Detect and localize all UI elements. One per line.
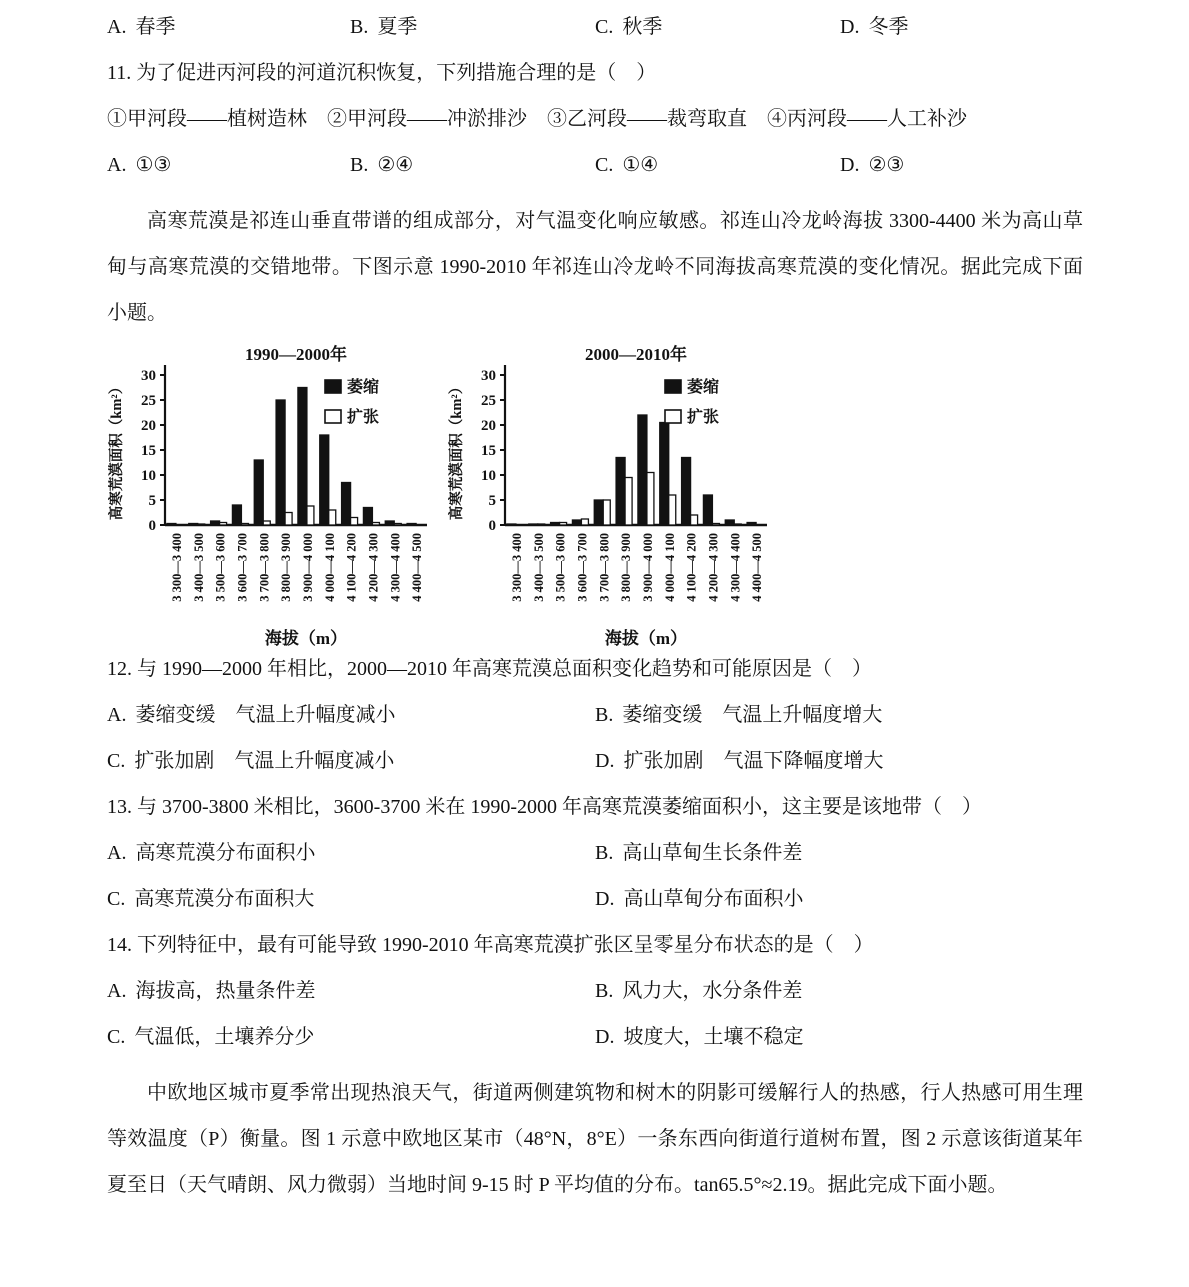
svg-text:3 700—3 800: 3 700—3 800: [597, 533, 612, 602]
option-text: ②③: [868, 154, 905, 176]
svg-text:20: 20: [481, 418, 496, 434]
option-c: [595, 152, 840, 178]
svg-text:15: 15: [481, 443, 496, 459]
option-d: [595, 1024, 1083, 1050]
option-key: B.: [595, 704, 614, 726]
bar-chart-svg: [447, 340, 777, 650]
svg-text:4 000—4 100: 4 000—4 100: [322, 533, 337, 602]
option-key: B.: [350, 154, 369, 176]
option-a: [107, 152, 350, 178]
option-text: 扩张加剧 气温上升幅度减小: [134, 750, 395, 772]
option-a: [107, 14, 350, 40]
option-key: D.: [595, 750, 615, 772]
option-text: 秋季: [622, 16, 663, 38]
option-key: C.: [595, 16, 614, 38]
svg-text:高寒荒漠面积（km²）: 高寒荒漠面积（km²）: [449, 379, 465, 521]
passage-alpine-desert: 高寒荒漠是祁连山垂直带谱的组成部分，对气温变化响应敏感。祁连山冷龙岭海拔 3300-4400 米为高山草甸与高寒荒漠的交错地带。下图示意 1990-2010 年祁连山冷龙岭不同海拔高寒荒漠的变化情况。据此完成下面小题。: [107, 210, 1083, 324]
svg-text:3 500—3 600: 3 500—3 600: [553, 533, 568, 602]
svg-text:3 300—3 400: 3 300—3 400: [169, 533, 184, 602]
svg-text:扩张: 扩张: [347, 409, 380, 426]
svg-text:海拔（m）: 海拔（m）: [264, 629, 348, 648]
question-11-stem: 11. 为了促进丙河段的河道沉积恢复，下列措施合理的是（ ）: [107, 62, 657, 84]
question-14-options-ab: [107, 978, 1083, 1004]
option-key: C.: [595, 154, 614, 176]
svg-text:3 400—3 500: 3 400—3 500: [531, 533, 546, 602]
svg-text:15: 15: [141, 443, 156, 459]
svg-text:25: 25: [481, 393, 496, 409]
option-text: 冬季: [868, 16, 909, 38]
svg-text:10: 10: [481, 468, 496, 484]
option-key: A.: [107, 842, 127, 864]
option-text: 风力大，水分条件差: [622, 980, 803, 1002]
question-12-stem: 12. 与 1990—2000 年相比，2000—2010 年高寒荒漠总面积变化趋势和可能原因是（ ）: [107, 658, 872, 680]
svg-text:0: 0: [488, 518, 496, 534]
question-11-items: ①甲河段——植树造林 ②甲河段——冲淤排沙 ③乙河段——裁弯取直 ④丙河段——人工补沙: [107, 108, 967, 130]
option-key: D.: [840, 154, 860, 176]
option-text: 萎缩变缓 气温上升幅度增大: [622, 704, 883, 726]
svg-text:5: 5: [148, 493, 156, 509]
option-c: [107, 1024, 595, 1050]
svg-text:3 900—4 000: 3 900—4 000: [640, 533, 655, 602]
question-13-stem: 13. 与 3700-3800 米相比，3600-3700 米在 1990-2000 年高寒荒漠萎缩面积小，这主要是该地带（ ）: [107, 796, 982, 818]
svg-text:4 300—4 400: 4 300—4 400: [728, 533, 743, 602]
option-key: C.: [107, 888, 126, 910]
svg-text:3 500—3 600: 3 500—3 600: [213, 533, 228, 602]
question-12-options-ab: [107, 702, 1083, 728]
option-key: D.: [840, 16, 860, 38]
svg-text:4 000—4 100: 4 000—4 100: [662, 533, 677, 602]
option-key: B.: [595, 980, 614, 1002]
option-text: 气温低，土壤养分少: [134, 1026, 315, 1048]
charts-row: [107, 340, 1083, 650]
option-c: [595, 14, 840, 40]
svg-text:3 800—3 900: 3 800—3 900: [279, 533, 294, 602]
option-text: 高寒荒漠分布面积大: [134, 888, 315, 910]
option-text: 春季: [135, 16, 176, 38]
svg-text:30: 30: [141, 368, 156, 384]
option-key: A.: [107, 704, 127, 726]
svg-text:4 100—4 200: 4 100—4 200: [344, 533, 359, 602]
option-d: [595, 886, 1083, 912]
svg-text:海拔（m）: 海拔（m）: [604, 629, 688, 648]
svg-text:0: 0: [148, 518, 156, 534]
svg-text:20: 20: [141, 418, 156, 434]
svg-text:3 900—4 000: 3 900—4 000: [300, 533, 315, 602]
passage-central-europe: 中欧地区城市夏季常出现热浪天气，街道两侧建筑物和树木的阴影可缓解行人的热感，行人热感可用生理等效温度（P）衡量。图 1 示意中欧地区某市（48°N，8°E）一条东西向街道行道树布置，图 2 示意该街道某年夏至日（天气晴朗、风力微弱）当地时间 9-15 时 P 平均值的分布。tan65.5°≈2.19。据此完成下面小题。: [107, 1082, 1083, 1196]
svg-text:1990—2000年: 1990—2000年: [245, 345, 347, 364]
option-key: A.: [107, 16, 127, 38]
svg-text:4 200—4 300: 4 200—4 300: [706, 533, 721, 602]
option-key: C.: [107, 750, 126, 772]
option-text: ①④: [622, 154, 659, 176]
svg-text:4 300—4 400: 4 300—4 400: [388, 533, 403, 602]
svg-text:萎缩: 萎缩: [687, 379, 720, 396]
option-key: C.: [107, 1026, 126, 1048]
question-10-options-row: [107, 14, 1083, 40]
question-11-options-row: [107, 152, 1083, 178]
svg-text:4 200—4 300: 4 200—4 300: [366, 533, 381, 602]
svg-text:扩张: 扩张: [687, 409, 720, 426]
option-text: 高山草甸分布面积小: [623, 888, 804, 910]
option-text: 高寒荒漠分布面积小: [135, 842, 316, 864]
option-text: ②④: [377, 154, 414, 176]
option-b: [595, 702, 1083, 728]
question-13-options-ab: [107, 840, 1083, 866]
option-key: B.: [350, 16, 369, 38]
svg-text:4 100—4 200: 4 100—4 200: [684, 533, 699, 602]
bar-chart-svg: [107, 340, 437, 650]
svg-text:25: 25: [141, 393, 156, 409]
chart-2000-2010: [447, 340, 777, 650]
svg-text:萎缩: 萎缩: [347, 379, 380, 396]
option-text: 坡度大，土壤不稳定: [623, 1026, 804, 1048]
svg-text:3 700—3 800: 3 700—3 800: [257, 533, 272, 602]
option-a: [107, 840, 595, 866]
option-d: [840, 14, 1083, 40]
option-text: ①③: [135, 154, 172, 176]
svg-text:3 400—3 500: 3 400—3 500: [191, 533, 206, 602]
option-key: D.: [595, 1026, 615, 1048]
option-key: A.: [107, 154, 127, 176]
option-b: [595, 978, 1083, 1004]
option-text: 海拔高，热量条件差: [135, 980, 316, 1002]
svg-text:4 400—4 500: 4 400—4 500: [750, 533, 765, 602]
option-text: 扩张加剧 气温下降幅度增大: [623, 750, 884, 772]
option-c: [107, 748, 595, 774]
option-key: A.: [107, 980, 127, 1002]
svg-text:高寒荒漠面积（km²）: 高寒荒漠面积（km²）: [109, 379, 125, 521]
option-a: [107, 702, 595, 728]
chart-1990-2000: [107, 340, 437, 650]
question-14-options-cd: [107, 1024, 1083, 1050]
option-text: 夏季: [377, 16, 418, 38]
question-14-stem: 14. 下列特征中，最有可能导致 1990-2010 年高寒荒漠扩张区呈零星分布状态的是（ ）: [107, 934, 874, 956]
svg-text:3 600—3 700: 3 600—3 700: [235, 533, 250, 602]
svg-text:4 400—4 500: 4 400—4 500: [410, 533, 425, 602]
option-b: [595, 840, 1083, 866]
svg-text:3 600—3 700: 3 600—3 700: [575, 533, 590, 602]
svg-text:30: 30: [481, 368, 496, 384]
question-13-options-cd: [107, 886, 1083, 912]
svg-text:5: 5: [488, 493, 496, 509]
option-text: 萎缩变缓 气温上升幅度减小: [135, 704, 396, 726]
option-key: D.: [595, 888, 615, 910]
svg-text:2000—2010年: 2000—2010年: [585, 345, 687, 364]
svg-text:3 800—3 900: 3 800—3 900: [619, 533, 634, 602]
option-b: [350, 14, 595, 40]
option-d: [840, 152, 1083, 178]
option-a: [107, 978, 595, 1004]
option-key: B.: [595, 842, 614, 864]
svg-text:10: 10: [141, 468, 156, 484]
option-d: [595, 748, 1083, 774]
option-c: [107, 886, 595, 912]
svg-text:3 300—3 400: 3 300—3 400: [509, 533, 524, 602]
option-b: [350, 152, 595, 178]
option-text: 高山草甸生长条件差: [622, 842, 803, 864]
question-12-options-cd: [107, 748, 1083, 774]
